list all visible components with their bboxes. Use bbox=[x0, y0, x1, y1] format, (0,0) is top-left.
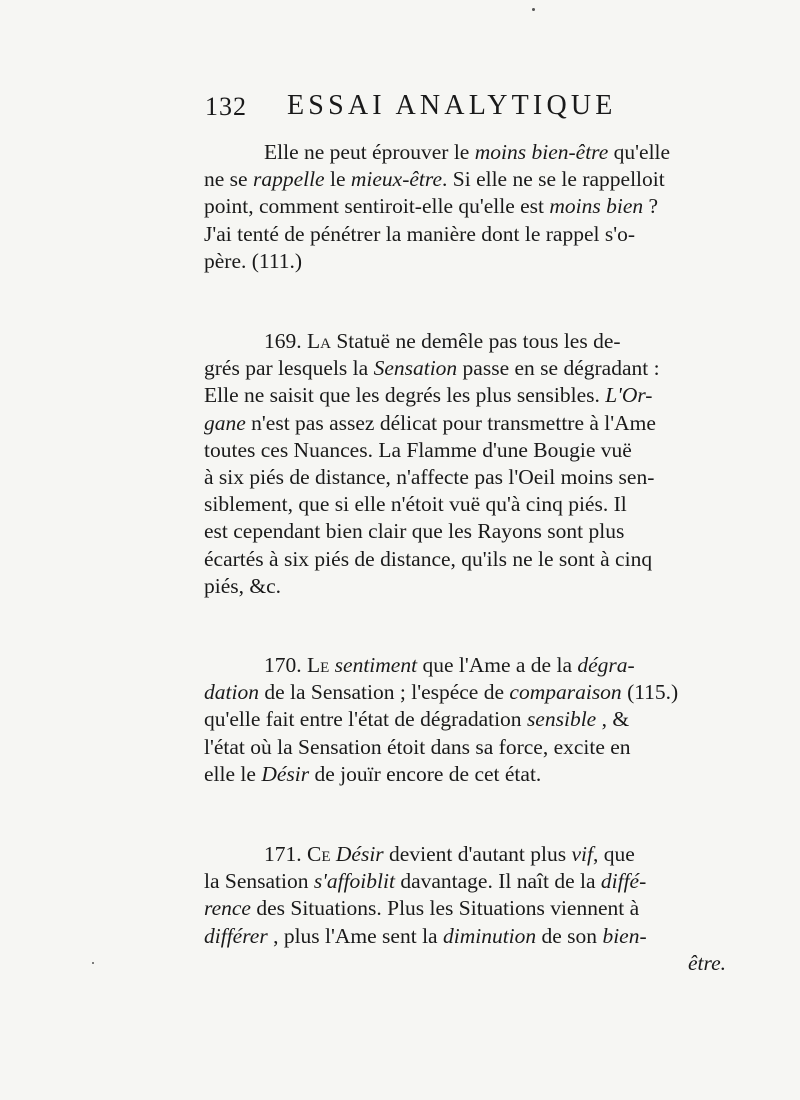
text-line: piés, &c. bbox=[204, 573, 282, 598]
paragraph-171 bbox=[204, 841, 726, 950]
body-text bbox=[204, 139, 726, 977]
text-line: point, comment sentiroit-elle qu'elle est moins bien ? bbox=[204, 194, 659, 219]
running-head bbox=[205, 92, 645, 132]
text-line: l'état où la Sensation étoit dans sa force, excite en bbox=[204, 734, 631, 759]
text-line: père. (111.) bbox=[204, 248, 303, 273]
paragraph-169 bbox=[204, 328, 726, 600]
page-number: 132 bbox=[205, 92, 247, 121]
catchword: être. bbox=[687, 950, 726, 975]
text-line: 170. Le sentiment que l'Ame a de la dégra- bbox=[264, 653, 635, 678]
text-line: gane n'est pas assez délicat pour transmettre à l'Ame bbox=[204, 410, 656, 435]
running-title: ESSAI ANALYTIQUE bbox=[287, 90, 617, 121]
paper-speck bbox=[532, 8, 535, 11]
text-line: toutes ces Nuances. La Flamme d'une Bougie vuë bbox=[204, 437, 632, 462]
text-line: qu'elle fait entre l'état de dégradation sensible , & bbox=[204, 707, 630, 732]
text-line: écartés à six piés de distance, qu'ils ne le sont à cinq bbox=[204, 546, 653, 571]
text-line: 171. Ce Désir devient d'autant plus vif, que bbox=[264, 842, 635, 867]
text-line: ne se rappelle le mieux-être. Si elle ne se le rappelloit bbox=[204, 167, 665, 192]
paragraph-168-continued bbox=[204, 139, 726, 275]
text-line: Elle ne peut éprouver le moins bien-être qu'elle bbox=[264, 140, 671, 164]
paper-speck bbox=[92, 962, 94, 964]
text-line: Elle ne saisit que les degrés les plus sensibles. L'Or- bbox=[204, 383, 653, 408]
paragraph-170 bbox=[204, 652, 726, 788]
text-line: siblement, que si elle n'étoit vuë qu'à cinq piés. Il bbox=[204, 492, 627, 517]
text-line: à six piés de distance, n'affecte pas l'Oeil moins sen- bbox=[204, 465, 655, 490]
text-line: dation de la Sensation ; l'espéce de comparaison (115.) bbox=[204, 680, 679, 705]
text-line: elle le Désir de jouïr encore de cet état. bbox=[204, 761, 542, 786]
text-line: la Sensation s'affoiblit davantage. Il naît de la diffé- bbox=[204, 869, 647, 894]
text-line: est cependant bien clair que les Rayons sont plus bbox=[204, 519, 625, 544]
text-line: grés par lesquels la Sensation passe en se dégradant : bbox=[204, 356, 660, 381]
text-line: différer , plus l'Ame sent la diminution de son bien- bbox=[204, 923, 647, 948]
text-line: rence des Situations. Plus les Situations viennent à bbox=[204, 896, 640, 921]
text-line: 169. La Statuë ne demêle pas tous les de- bbox=[264, 329, 621, 354]
text-line: J'ai tenté de pénétrer la manière dont le rappel s'o- bbox=[204, 221, 635, 246]
